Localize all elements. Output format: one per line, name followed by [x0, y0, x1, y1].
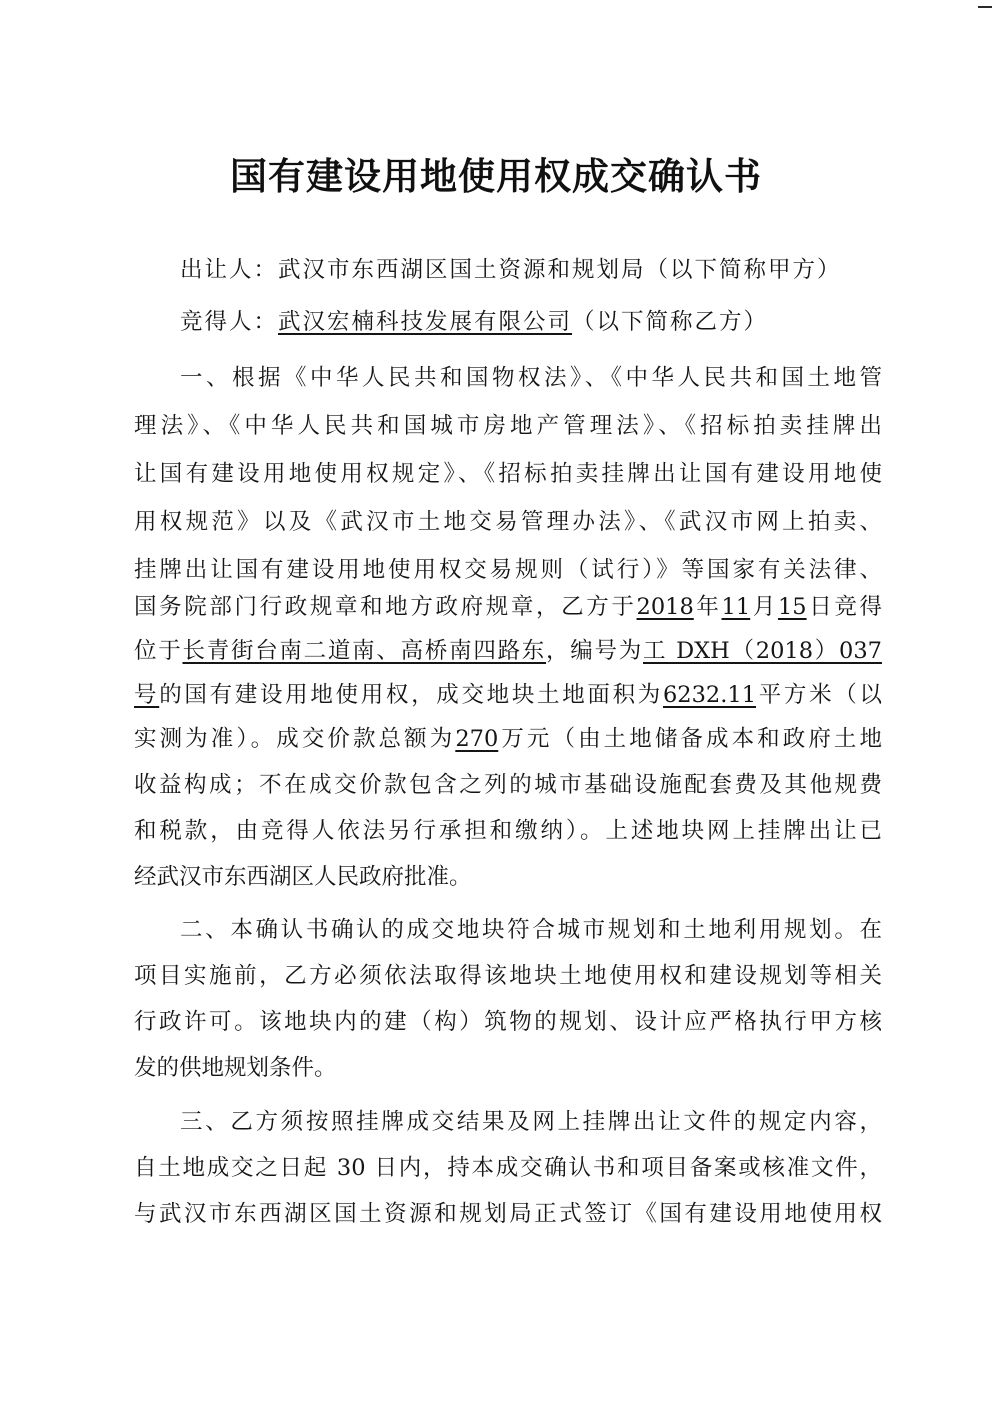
section1-line-6	[134, 589, 882, 621]
section3-line-3: 与武汉市东西湖区国土资源和规划局正式签订《国有建设用地使用权	[134, 1201, 882, 1227]
deal-month: 11	[721, 594, 751, 620]
parcel-number-suffix: 号	[134, 682, 160, 708]
section2-line-1: 二、本确认书确认的成交地块符合城市规划和土地利用规划。在	[180, 917, 882, 943]
text-segment: 位于	[134, 638, 183, 664]
deal-day: 15	[777, 594, 807, 620]
section1-line-9	[134, 721, 882, 753]
section1-line-12: 经武汉市东西湖区人民政府批准。	[134, 864, 472, 890]
section1-line-10: 收益构成；不在成交价款包含之列的城市基础设施配套费及其他规费	[134, 772, 882, 798]
text-segment: 日竞得	[806, 594, 882, 620]
scan-edge-mark	[978, 6, 992, 8]
grantee-label: 竞得人：	[180, 309, 279, 335]
section1-line-8	[134, 677, 882, 709]
text-segment: 万元（由土地储备成本和政府土地	[498, 726, 882, 752]
section1-line-5: 挂牌出让国有建设用地使用权交易规则（试行）》等国家有关法律、	[134, 557, 882, 583]
text-segment: 平方米（以	[756, 682, 882, 708]
section3-line-1: 三、乙方须按照挂牌成交结果及网上挂牌出让文件的规定内容，	[180, 1109, 882, 1135]
deal-price: 270	[455, 726, 499, 752]
grantee-name: 武汉宏楠科技发展有限公司	[278, 309, 573, 335]
section2-line-3: 行政许可。该地块内的建（构）筑物的规划、设计应严格执行甲方核	[134, 1009, 882, 1035]
section1-line-2: 理法》、《中华人民共和国城市房地产管理法》、《招标拍卖挂牌出	[134, 413, 882, 439]
text-segment: 月	[750, 594, 778, 620]
text-segment: 年	[693, 594, 722, 620]
section2-line-2: 项目实施前，乙方必须依法取得该地块土地使用权和建设规划等相关	[134, 963, 882, 989]
section3-line-2: 自土地成交之日起 30 日内，持本成交确认书和项目备案或核准文件，	[134, 1155, 882, 1181]
document-title: 国有建设用地使用权成交确认书	[230, 155, 762, 198]
section1-line-1: 一、根据《中华人民共和国物权法》、《中华人民共和国土地管	[180, 365, 882, 391]
grantor-line	[180, 252, 842, 284]
deal-year: 2018	[636, 594, 694, 620]
grantee-suffix: （以下简称乙方）	[572, 309, 769, 335]
section1-line-11: 和税款，由竞得人依法另行承担和缴纳）。上述地块网上挂牌出让已	[134, 818, 882, 844]
section1-line-3: 让国有建设用地使用权规定》、《招标拍卖挂牌出让国有建设用地使	[134, 461, 882, 487]
parcel-location: 长青街台南二道南、高桥南四路东	[182, 638, 547, 664]
section2-line-4: 发的供地规划条件。	[134, 1055, 337, 1081]
grantee-line	[180, 304, 768, 336]
text-segment: ，编号为	[546, 638, 643, 664]
text-segment: 实测为准）。成交价款总额为	[134, 726, 456, 752]
text-segment: 的国有建设用地使用权，成交地块土地面积为	[159, 682, 663, 708]
land-area: 6232.11	[662, 682, 757, 708]
text-segment: 国务院部门行政规章和地方政府规章，乙方于	[134, 594, 637, 620]
grantor-name: 武汉市东西湖区国土资源和规划局（以下简称甲方）	[278, 257, 842, 283]
section1-line-7	[134, 633, 882, 665]
section1-line-4: 用权规范》以及《武汉市土地交易管理办法》、《武汉市网上拍卖、	[134, 509, 882, 535]
parcel-number: 工 DXH（2018）037	[643, 638, 882, 664]
grantor-label: 出让人：	[180, 257, 279, 283]
